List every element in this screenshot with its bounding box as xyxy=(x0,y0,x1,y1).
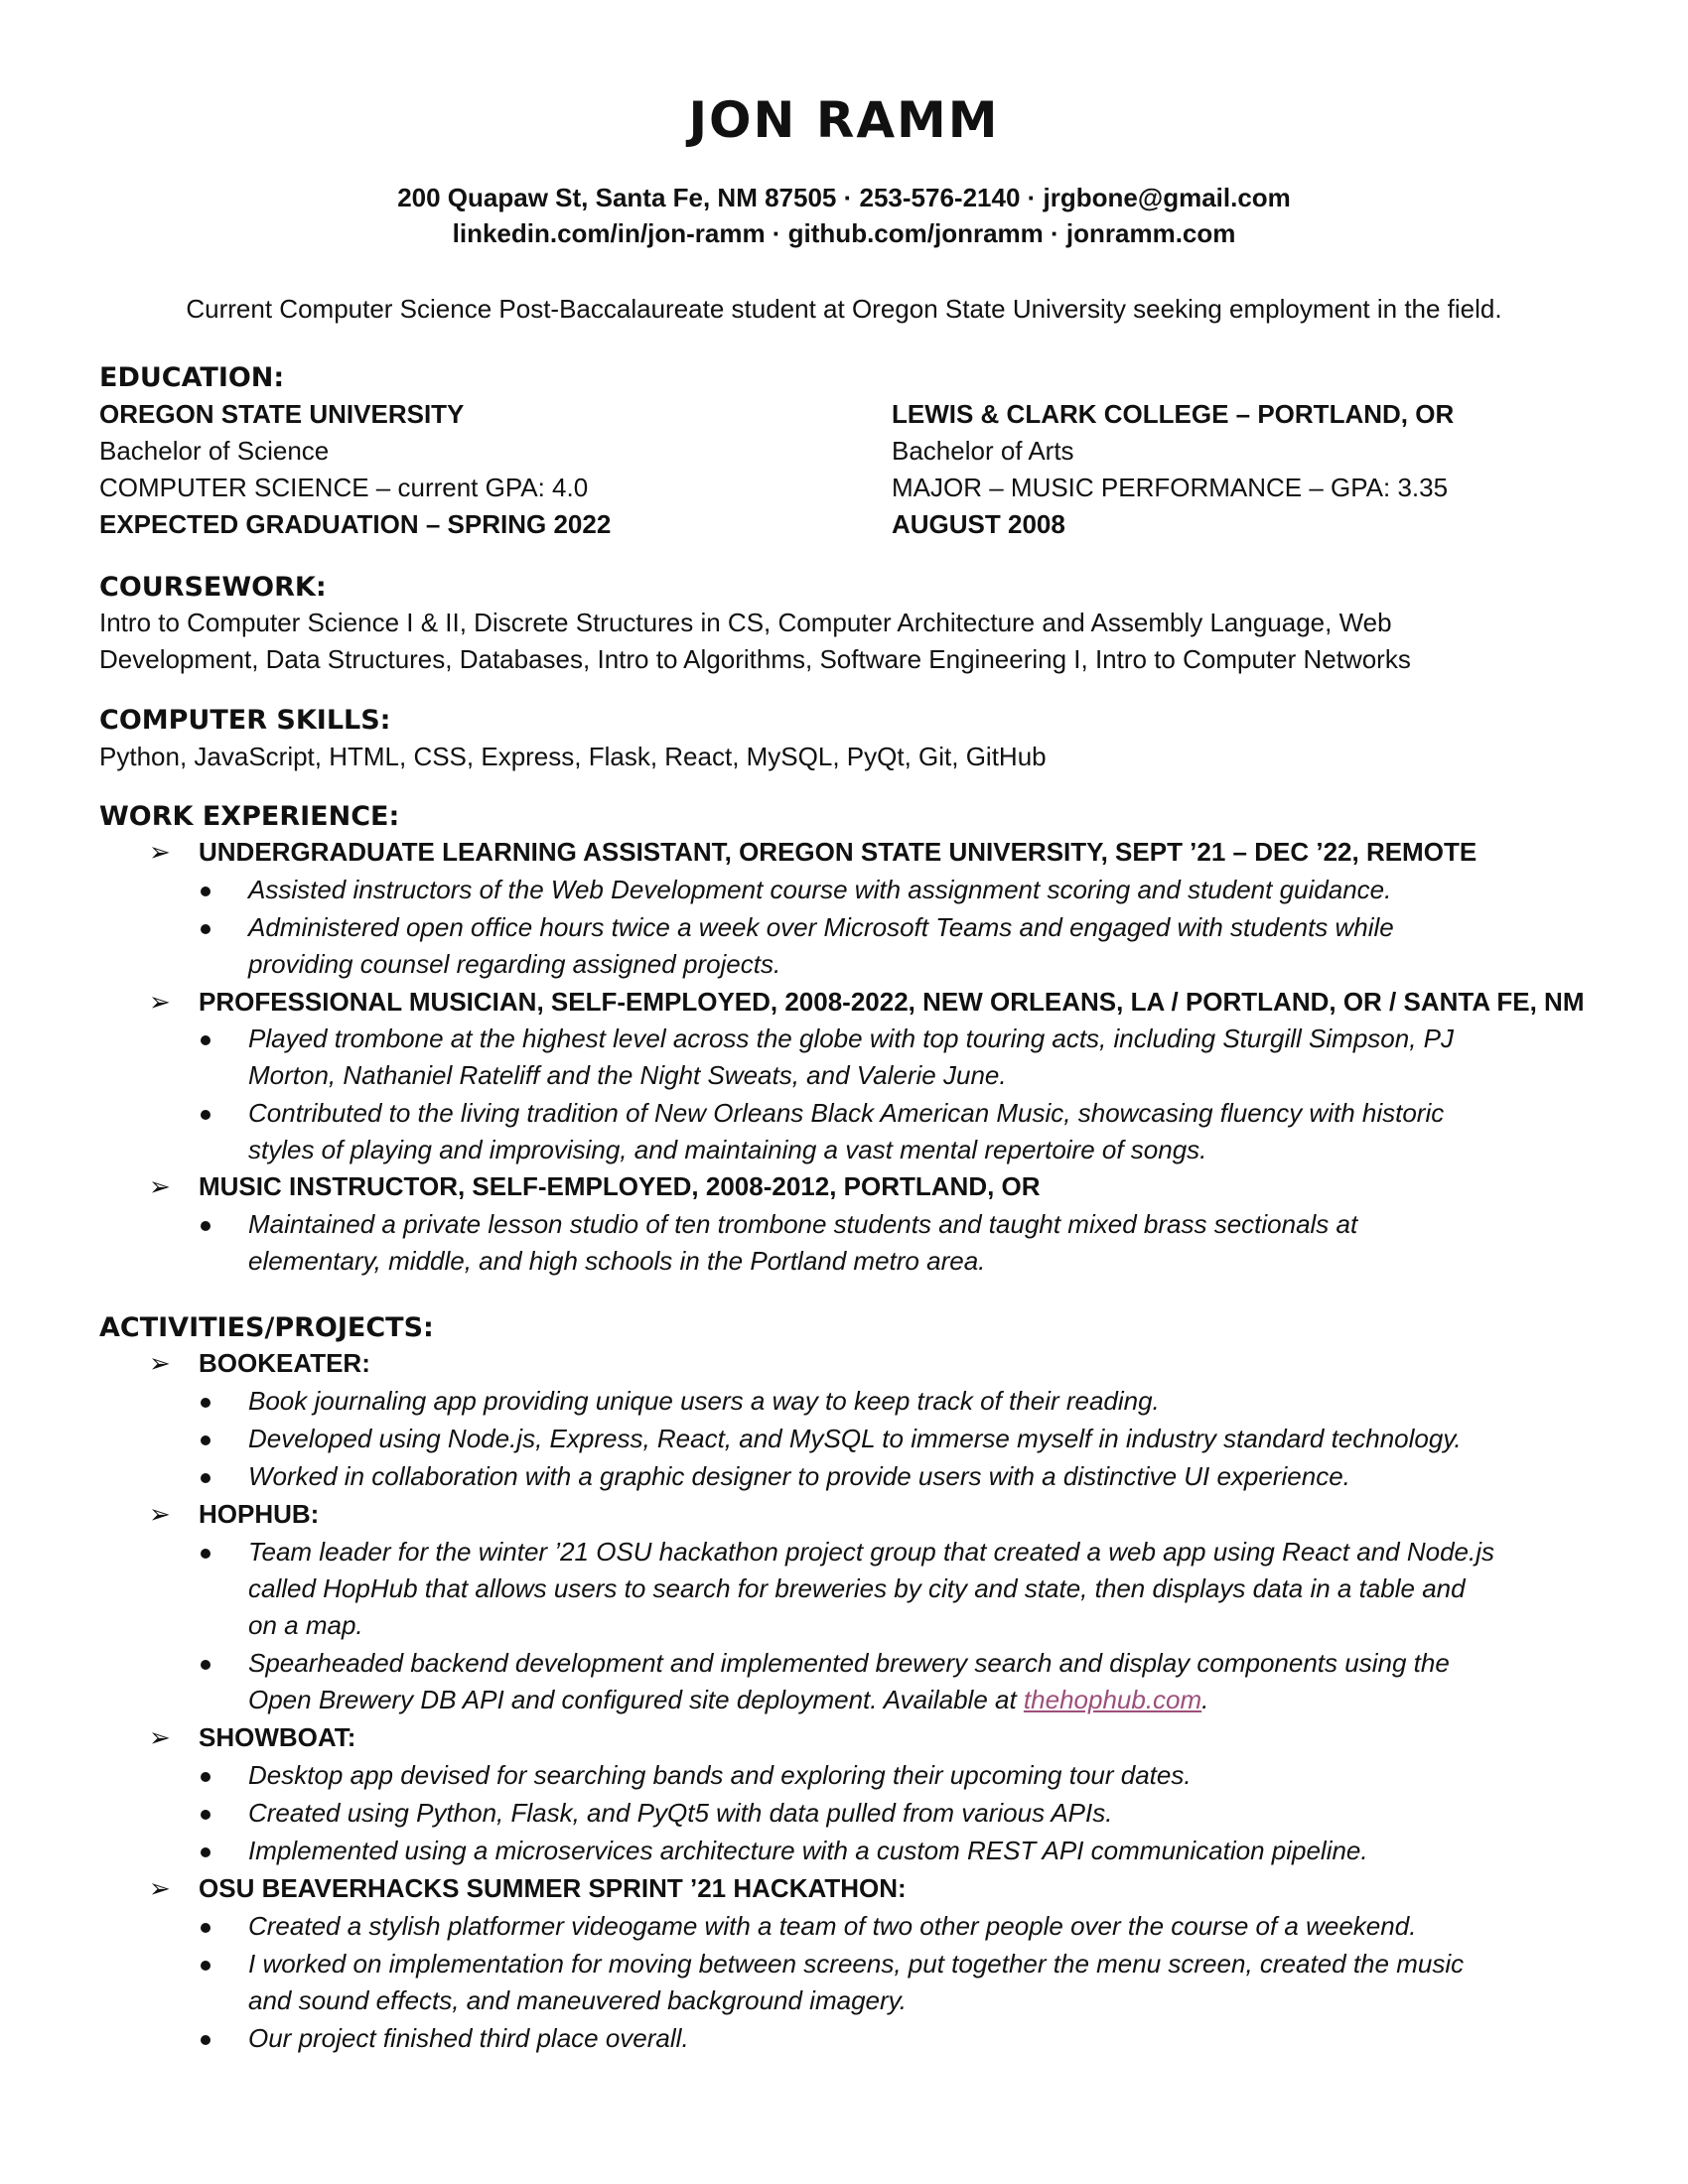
bullet-text: Maintained a private lesson studio of ten trombone students and taught mixed brass sectionals at xyxy=(248,1209,1358,1239)
resume-name: JON RAMM xyxy=(688,91,1000,149)
bullet-text: Implemented using a microservices architecture with a custom REST API communication pipeline. xyxy=(248,1836,1368,1865)
bullet-text: Created using Python, Flask, and PyQt5 with data pulled from various APIs. xyxy=(248,1798,1113,1828)
bullet-text: Assisted instructors of the Web Development course with assignment scoring and student guidance. xyxy=(248,875,1392,904)
projects-heading: ACTIVITIES/PROJECTS: xyxy=(99,1312,434,1343)
coursework-heading: COURSEWORK: xyxy=(99,572,327,603)
bullet-text: Team leader for the winter ’21 OSU hackathon project group that created a web app using React and Node.js xyxy=(248,1537,1495,1567)
bullet-text: I worked on implementation for moving between screens, put together the menu screen, created the music xyxy=(248,1949,1465,1979)
bullet-text: and sound effects, and maneuvered background imagery. xyxy=(248,1985,907,2015)
bullet-text-suffix: . xyxy=(1201,1685,1209,1714)
bullet-text: elementary, middle, and high schools in the Portland metro area. xyxy=(248,1246,986,1276)
bullet-dot-icon xyxy=(201,1549,211,1559)
bullet-text: providing counsel regarding assigned projects. xyxy=(248,949,781,979)
arrowhead-icon: ➢ xyxy=(149,1722,171,1752)
project-title-text: BOOKEATER: xyxy=(199,1348,370,1378)
edu-left-date: EXPECTED GRADUATION – SPRING 2022 xyxy=(99,509,612,539)
project-title-text: OSU BEAVERHACKS SUMMER SPRINT ’21 HACKATHON: xyxy=(199,1873,907,1903)
bullet-dot-icon xyxy=(201,1435,211,1445)
arrowhead-icon: ➢ xyxy=(149,1171,171,1201)
edu-left-degree: Bachelor of Science xyxy=(99,436,330,466)
bullet-text: Contributed to the living tradition of New Orleans Black American Music, showcasing fluency with historic xyxy=(248,1098,1445,1128)
bullet-text: Worked in collaboration with a graphic designer to provide users with a distinctive UI experience. xyxy=(248,1461,1350,1491)
bullet-dot-icon xyxy=(201,2035,211,2045)
bullet-dot-icon xyxy=(201,1847,211,1857)
role-title-text: MUSIC INSTRUCTOR, SELF-EMPLOYED, 2008-2012, PORTLAND, OR xyxy=(199,1171,1041,1201)
bullet-dot-icon xyxy=(201,887,211,896)
bullet-dot-icon xyxy=(201,1110,211,1120)
bullet-dot-icon xyxy=(201,1810,211,1820)
hophub-link[interactable]: thehophub.com xyxy=(1023,1685,1202,1714)
role-title-text: PROFESSIONAL MUSICIAN, SELF-EMPLOYED, 2008-2022, NEW ORLEANS, LA / PORTLAND, OR / SANTA FE, NM xyxy=(199,987,1585,1017)
arrowhead-icon: ➢ xyxy=(149,837,171,867)
role-title xyxy=(149,987,1584,1018)
project-title-text: SHOWBOAT: xyxy=(199,1722,356,1752)
edu-left-major: COMPUTER SCIENCE – current GPA: 4.0 xyxy=(99,473,589,502)
contact-line-links: linkedin.com/in/jon-ramm · github.com/jonramm · jonramm.com xyxy=(452,218,1236,248)
arrowhead-icon: ➢ xyxy=(149,1499,171,1529)
bullet-text: Book journaling app providing unique users a way to keep track of their reading. xyxy=(248,1386,1160,1416)
contact-line-address: 200 Quapaw St, Santa Fe, NM 87505 · 253-576-2140 · jrgbone@gmail.com xyxy=(397,183,1291,212)
bullet-text: Developed using Node.js, Express, React, and MySQL to immerse myself in industry standard technology. xyxy=(248,1424,1462,1453)
edu-left-school: OREGON STATE UNIVERSITY xyxy=(99,399,465,429)
bullet-text: styles of playing and improvising, and maintaining a vast mental repertoire of songs. xyxy=(248,1135,1207,1164)
bullet-dot-icon xyxy=(201,1035,211,1045)
skills-line: Python, JavaScript, HTML, CSS, Express, Flask, React, MySQL, PyQt, Git, GitHub xyxy=(99,742,1047,771)
bullet-text: Open Brewery DB API and configured site deployment. Available at xyxy=(248,1685,1024,1714)
project-title xyxy=(149,1348,370,1379)
project-title xyxy=(149,1499,319,1530)
edu-right-degree: Bachelor of Arts xyxy=(892,436,1074,466)
bullet-text: Administered open office hours twice a week over Microsoft Teams and engaged with students while xyxy=(248,912,1394,942)
work-heading: WORK EXPERIENCE: xyxy=(99,801,400,832)
skills-heading: COMPUTER SKILLS: xyxy=(99,705,391,736)
role-title xyxy=(149,1171,1041,1202)
arrowhead-icon: ➢ xyxy=(149,1873,171,1903)
edu-right-school: LEWIS & CLARK COLLEGE – PORTLAND, OR xyxy=(892,399,1455,429)
objective-statement: Current Computer Science Post-Baccalaureate student at Oregon State University seeking employment in the field. xyxy=(186,294,1502,324)
bullet-dot-icon xyxy=(201,1221,211,1231)
bullet-dot-icon xyxy=(201,1660,211,1670)
arrowhead-icon: ➢ xyxy=(149,987,171,1017)
coursework-line: Intro to Computer Science I & II, Discrete Structures in CS, Computer Architecture and Assembly Language, Web xyxy=(99,608,1392,637)
role-title-text: UNDERGRADUATE LEARNING ASSISTANT, OREGON STATE UNIVERSITY, SEPT ’21 – DEC ’22, REMOTE xyxy=(199,837,1477,867)
bullet-text: Spearheaded backend development and implemented brewery search and display components using the xyxy=(248,1648,1450,1678)
project-title-text: HOPHUB: xyxy=(199,1499,320,1529)
coursework-line: Development, Data Structures, Databases, Intro to Algorithms, Software Engineering I, Intro to Computer Networks xyxy=(99,644,1411,674)
bullet-text: Played trombone at the highest level across the globe with top touring acts, including Sturgill Simpson, PJ xyxy=(248,1024,1455,1053)
bullet-text: called HopHub that allows users to search for breweries by city and state, then displays data in a table and xyxy=(248,1573,1466,1603)
bullet-text: Our project finished third place overall. xyxy=(248,2023,689,2053)
bullet-text: Desktop app devised for searching bands and exploring their upcoming tour dates. xyxy=(248,1760,1192,1790)
edu-right-major: MAJOR – MUSIC PERFORMANCE – GPA: 3.35 xyxy=(892,473,1449,502)
bullet-text: on a map. xyxy=(248,1610,363,1640)
bullet-text: Morton, Nathaniel Rateliff and the Night Sweats, and Valerie June. xyxy=(248,1060,1007,1090)
bullet-dot-icon xyxy=(201,1473,211,1483)
bullet-dot-icon xyxy=(201,1772,211,1782)
project-title xyxy=(149,1873,907,1904)
project-title xyxy=(149,1722,355,1753)
role-title xyxy=(149,837,1477,868)
bullet-dot-icon xyxy=(201,1961,211,1971)
bullet-dot-icon xyxy=(201,924,211,934)
bullet-text: Created a stylish platformer videogame with a team of two other people over the course of a weekend. xyxy=(248,1911,1417,1941)
bullet-dot-icon xyxy=(201,1923,211,1933)
bullet-dot-icon xyxy=(201,1398,211,1408)
bullet-text-with-link xyxy=(248,1685,1208,1715)
education-heading: EDUCATION: xyxy=(99,362,285,393)
arrowhead-icon: ➢ xyxy=(149,1348,171,1378)
edu-right-date: AUGUST 2008 xyxy=(892,509,1065,539)
